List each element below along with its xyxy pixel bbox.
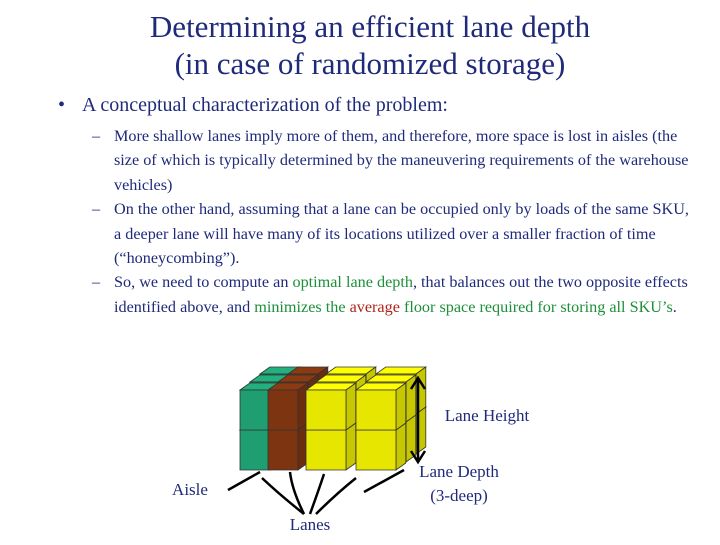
main-bullet	[58, 92, 698, 118]
title-line-1: Determining an efficient lane depth	[149, 9, 591, 44]
dash-marker: –	[92, 200, 101, 219]
lane-depth-line-2: (3-deep)	[430, 486, 488, 505]
sub-bullet-3	[92, 270, 692, 319]
slide-title	[60, 8, 680, 82]
sub-bullet-1-text: More shallow lanes imply more of them, and therefore, more space is lost in aisles (the size of which is typically determined by the maneuvering requirements of the warehouse vehicles)	[114, 127, 689, 194]
lane-height-label: Lane Height	[444, 406, 530, 425]
storage-boxes	[240, 367, 426, 470]
yellow-lane-b-box	[356, 383, 406, 430]
sub-bullet-3-text-b: , that balances out the two opposite effects identified above, and	[114, 273, 688, 316]
lane-depth-arrow	[364, 470, 404, 492]
optimal-lane-depth-highlight: optimal lane depth	[292, 273, 413, 292]
sub-bullet-3-period: .	[672, 297, 677, 316]
bullet-marker: •	[58, 94, 66, 116]
floor-space-highlight: floor space required for storing all SKU’s	[399, 297, 673, 316]
yellow-lane-a-box	[306, 383, 356, 430]
average-highlight: average	[349, 297, 400, 316]
lane-diagram	[0, 360, 720, 540]
sub-bullet-3-text-a: So, we need to compute an	[114, 273, 293, 292]
sub-bullet-list	[92, 124, 692, 319]
aisle-label: Aisle	[172, 480, 208, 499]
lane-arrow-1	[262, 478, 304, 514]
lane-depth-line-1: Lane Depth	[419, 462, 499, 481]
minimizes-highlight: minimizes the	[254, 297, 346, 316]
sub-bullet-2-text: On the other hand, assuming that a lane can be occupied only by loads of the same SKU, a deeper lane will have many of its locations utilized over a smaller fraction of time (“honeycombing”).	[114, 200, 689, 268]
lane-depth-arrow-2	[228, 472, 260, 490]
sub-bullet-1	[92, 124, 692, 197]
lane-depth-label	[404, 460, 514, 508]
dash-marker: –	[92, 273, 101, 292]
bullet-text: A conceptual characterization of the problem:	[82, 94, 448, 116]
lane-diagram-svg	[0, 360, 720, 540]
sub-bullet-2	[92, 197, 692, 270]
dash-marker: –	[92, 127, 101, 145]
title-line-2: (in case of randomized storage)	[174, 46, 566, 81]
lanes-label: Lanes	[289, 515, 331, 534]
brown-lane-box	[268, 383, 308, 430]
